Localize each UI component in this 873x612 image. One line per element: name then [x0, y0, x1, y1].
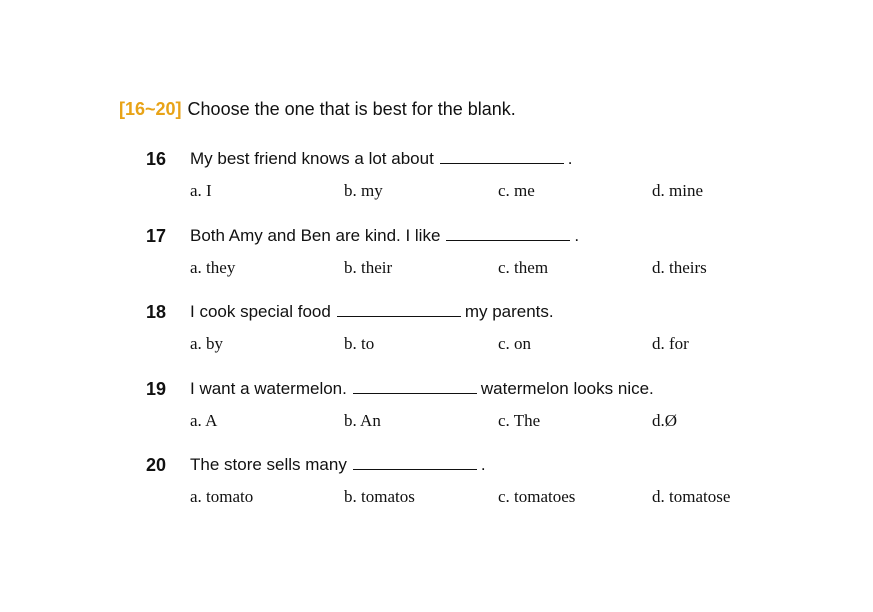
answer-blank — [353, 456, 477, 470]
question-number: 17 — [146, 226, 167, 246]
question-number: 18 — [146, 302, 167, 322]
instruction-text: Choose the one that is best for the blank. — [187, 99, 516, 119]
question-20 — [0, 455, 873, 525]
question-19 — [0, 379, 873, 449]
answer-blank — [337, 303, 461, 317]
option-a[interactable]: a. A — [190, 411, 218, 430]
question-text-before: I want a watermelon. — [190, 379, 347, 398]
option-a[interactable]: a. I — [190, 181, 212, 200]
option-c[interactable]: c. them — [498, 258, 549, 277]
question-text — [190, 149, 573, 169]
question-text-before: Both Amy and Ben are kind. I like — [190, 226, 441, 245]
option-a[interactable]: a. tomato — [190, 487, 254, 506]
option-d[interactable]: d. mine — [652, 181, 703, 200]
section-header — [119, 99, 516, 120]
option-b[interactable]: b. An — [344, 411, 381, 430]
answer-blank — [446, 227, 570, 241]
question-text — [190, 302, 554, 322]
option-b[interactable]: b. tomatos — [344, 487, 415, 506]
question-18 — [0, 302, 873, 372]
answer-blank — [353, 380, 477, 394]
question-text-after: . — [574, 226, 580, 245]
option-c[interactable]: c. tomatoes — [498, 487, 576, 506]
question-text-before: I cook special food — [190, 302, 331, 321]
option-c[interactable]: c. on — [498, 334, 532, 353]
option-b[interactable]: b. my — [344, 181, 383, 200]
option-a[interactable]: a. by — [190, 334, 224, 353]
question-text — [190, 379, 654, 399]
option-c[interactable]: c. The — [498, 411, 541, 430]
question-16 — [0, 149, 873, 219]
question-text-after: . — [567, 149, 573, 168]
question-text-after: watermelon looks nice. — [480, 379, 654, 398]
question-text-before: The store sells many — [190, 455, 347, 474]
option-a[interactable]: a. they — [190, 258, 236, 277]
option-d[interactable]: d.Ø — [652, 411, 678, 430]
answer-blank — [440, 150, 564, 164]
question-text-after: my parents. — [464, 302, 554, 321]
question-number: 19 — [146, 379, 167, 399]
question-text — [190, 226, 579, 246]
question-text-before: My best friend knows a lot about — [190, 149, 434, 168]
question-range: [16~20] — [119, 99, 182, 119]
option-d[interactable]: d. theirs — [652, 258, 707, 277]
question-17 — [0, 226, 873, 296]
option-d[interactable]: d. tomatose — [652, 487, 731, 506]
question-text — [190, 455, 486, 475]
question-number: 16 — [146, 149, 167, 169]
question-text-after: . — [480, 455, 486, 474]
question-number: 20 — [146, 455, 167, 475]
option-b[interactable]: b. to — [344, 334, 375, 353]
option-d[interactable]: d. for — [652, 334, 689, 353]
option-b[interactable]: b. their — [344, 258, 393, 277]
option-c[interactable]: c. me — [498, 181, 535, 200]
